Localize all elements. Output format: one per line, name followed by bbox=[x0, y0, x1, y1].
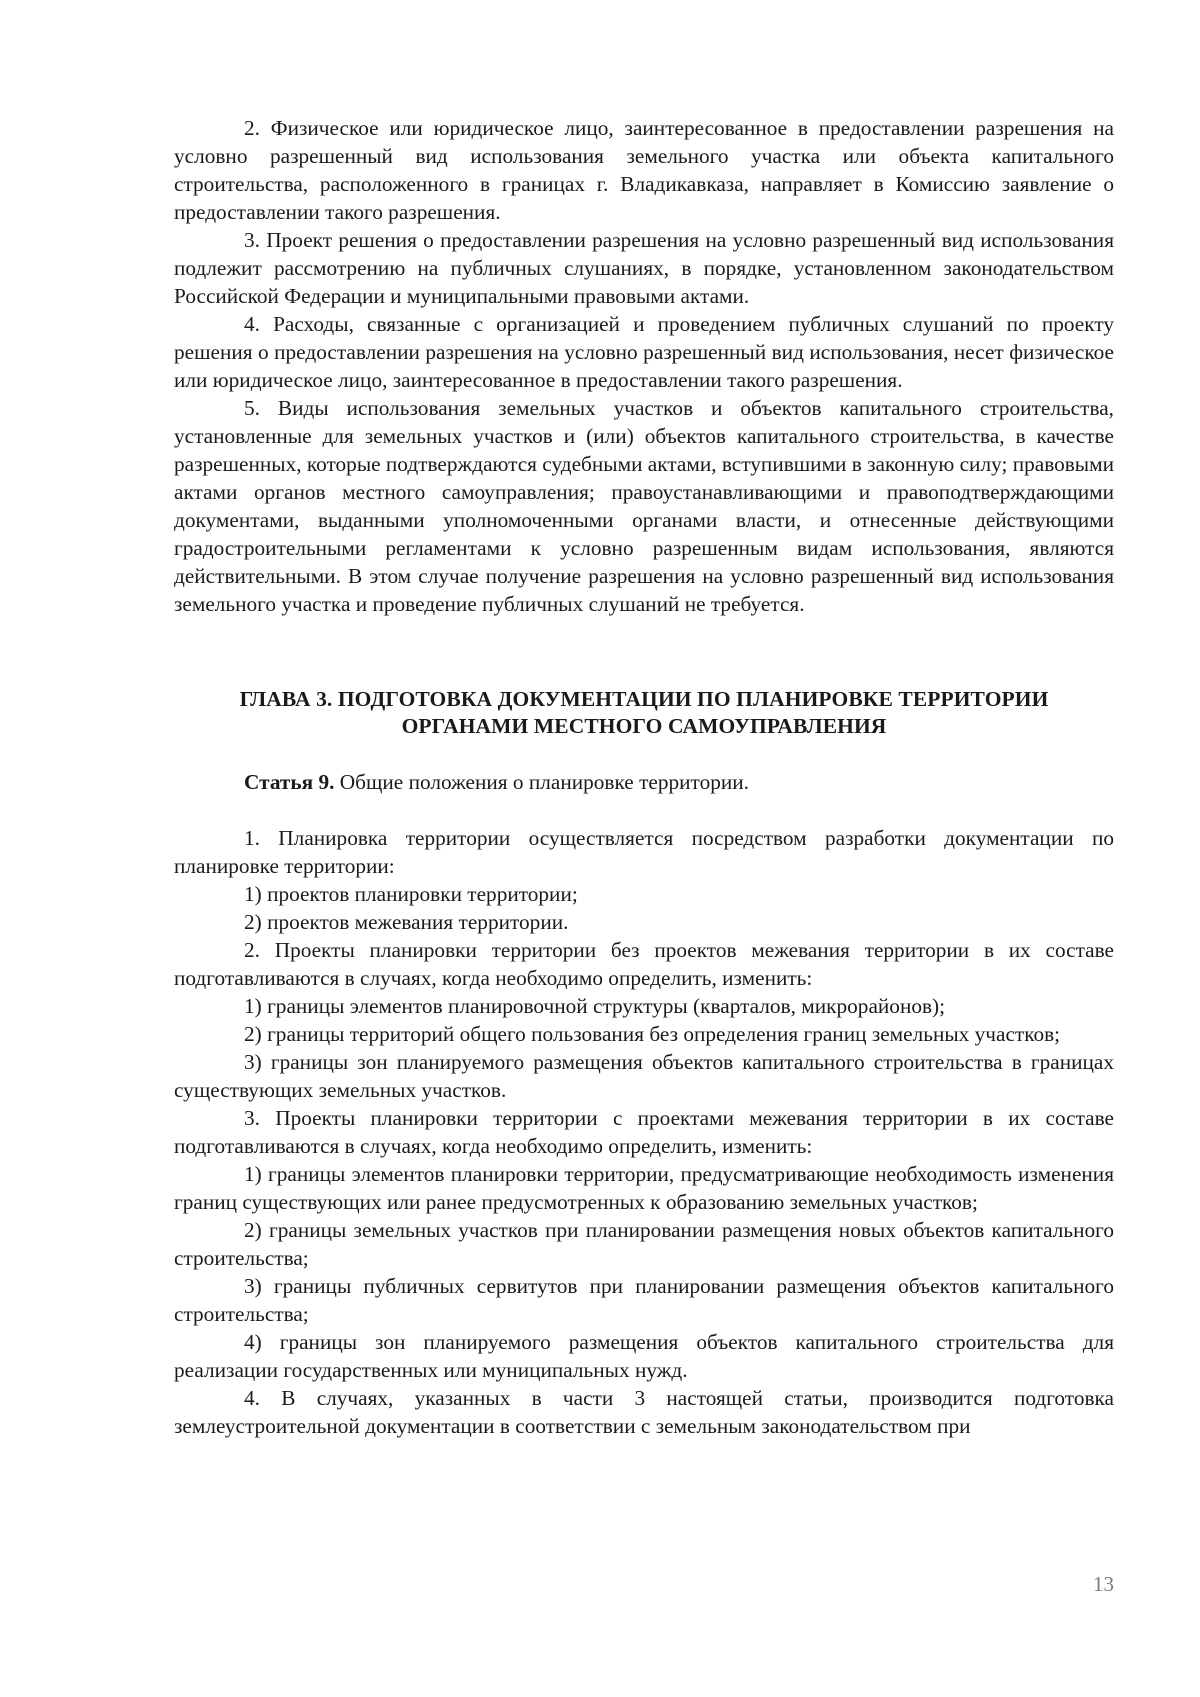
list-item: 4) границы зон планируемого размещения объектов капитального строительства для реализации государственных или муниципальных нужд. bbox=[174, 1330, 1114, 1382]
paragraph: 2. Проекты планировки территории без проектов межевания территории в их составе подготавливаются в случаях, когда необходимо определить, изменить: bbox=[174, 938, 1114, 990]
list-item: 2) границы земельных участков при планировании размещения новых объектов капитального строительства; bbox=[174, 1218, 1114, 1270]
chapter-heading-line: ОРГАНАМИ МЕСТНОГО САМОУПРАВЛЕНИЯ bbox=[401, 714, 887, 738]
list-item: 3) границы публичных сервитутов при планировании размещения объектов капитального строительства; bbox=[174, 1274, 1114, 1326]
article-heading bbox=[174, 768, 1114, 796]
paragraph: 2. Физическое или юридическое лицо, заинтересованное в предоставлении разрешения на условно разрешенный вид использования земельного участка или объекта капитального строительства, расположенного в границах г. Владикавказа, направляет в Комиссию заявление о предоставлении такого разрешения. bbox=[174, 116, 1114, 224]
list-item: 1) границы элементов планировки территории, предусматривающие необходимость изменения границ существующих или ранее предусмотренных к образованию земельных участков; bbox=[174, 1162, 1114, 1214]
chapter-heading bbox=[174, 686, 1114, 740]
paragraph: 3. Проект решения о предоставлении разрешения на условно разрешенный вид использования подлежит рассмотрению на публичных слушаниях, в порядке, установленном законодательством Российской Федерации и муниципальными правовыми актами. bbox=[174, 228, 1114, 308]
paragraph: 1. Планировка территории осуществляется посредством разработки документации по планировке территории: bbox=[174, 826, 1114, 878]
page-number: 13 bbox=[1093, 1572, 1114, 1596]
article-label: Статья 9. bbox=[244, 770, 335, 794]
paragraph: 4. Расходы, связанные с организацией и проведением публичных слушаний по проекту решения о предоставлении разрешения на условно разрешенный вид использования, несет физическое или юридическое лицо, заинтересованное в предоставлении такого разрешения. bbox=[174, 312, 1114, 392]
list-item: 3) границы зон планируемого размещения объектов капитального строительства в границах существующих земельных участков. bbox=[174, 1050, 1114, 1102]
paragraph: 5. Виды использования земельных участков и объектов капитального строительства, установленные для земельных участков и (или) объектов капитального строительства, в качестве разрешенных, которые подтверждаются судебными актами, вступившими в законную силу; правовыми актами органов местного самоуправления; правоустанавливающими и правоподтверждающими документами, выданными уполномоченными органами власти, и отнесенные действующими градостроительными регламентами к условно разрешенным видам использования, являются действительными. В этом случае получение разрешения на условно разрешенный вид использования земельного участка и проведение публичных слушаний не требуется. bbox=[174, 396, 1114, 616]
paragraph: 4. В случаях, указанных в части 3 настоящей статьи, производится подготовка землеустроительной документации в соответствии с земельным законодательством при bbox=[174, 1386, 1114, 1438]
document-body bbox=[174, 114, 1114, 1440]
list-item: 2) проектов межевания территории. bbox=[244, 910, 569, 934]
chapter-heading-line: ГЛАВА 3. ПОДГОТОВКА ДОКУМЕНТАЦИИ ПО ПЛАНИРОВКЕ ТЕРРИТОРИИ bbox=[239, 687, 1049, 711]
article-title: Общие положения о планировке территории. bbox=[339, 770, 749, 794]
list-item: 1) проектов планировки территории; bbox=[244, 882, 578, 906]
list-item: 1) границы элементов планировочной структуры (кварталов, микрорайонов); bbox=[244, 994, 946, 1018]
list-item: 2) границы территорий общего пользования без определения границ земельных участков; bbox=[244, 1022, 1061, 1046]
paragraph: 3. Проекты планировки территории с проектами межевания территории в их составе подготавливаются в случаях, когда необходимо определить, изменить: bbox=[174, 1106, 1114, 1158]
